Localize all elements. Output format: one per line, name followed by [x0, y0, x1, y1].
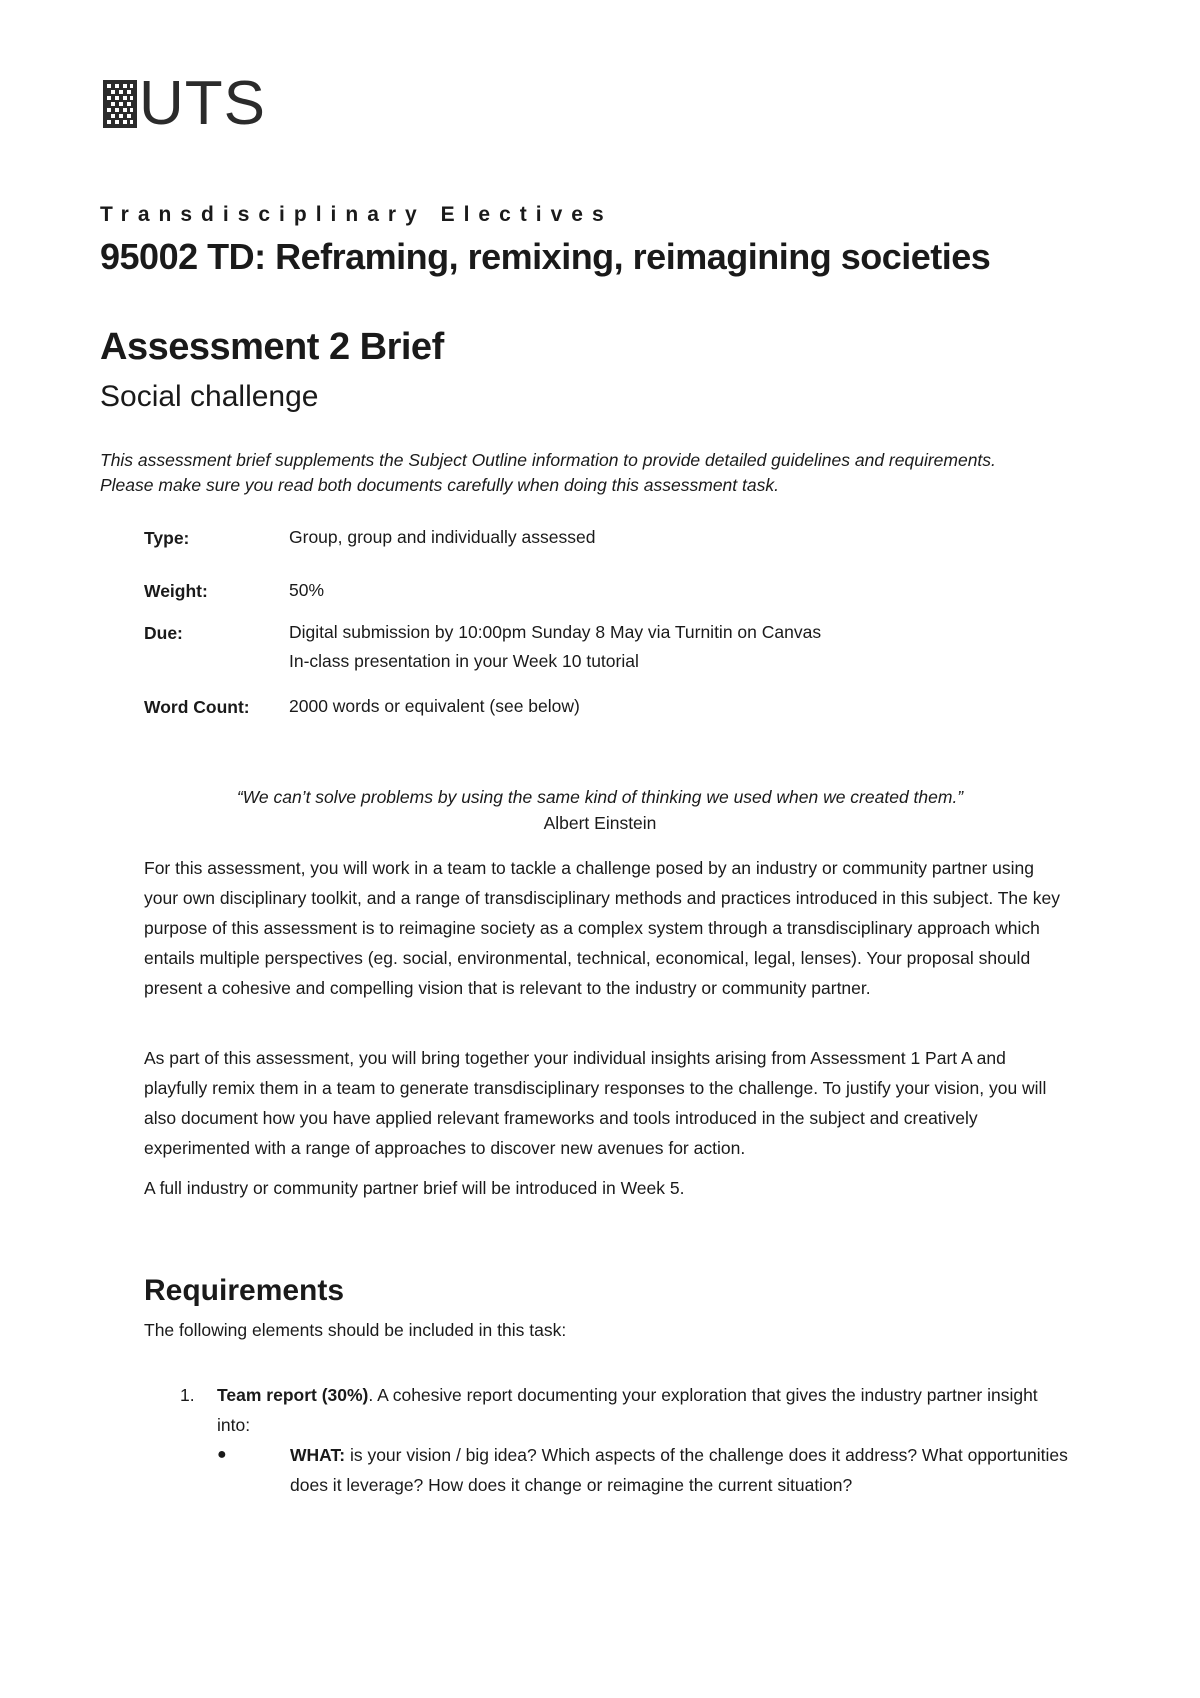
uts-logo	[103, 69, 266, 138]
uts-wordmark: UTS	[139, 69, 266, 138]
assessment-heading: Assessment 2 Brief	[100, 326, 444, 368]
intro-note: This assessment brief supplements the Subject Outline information to provide detailed guidelines and requirements. Please make sure you read both documents carefully when doing this assessment task.	[100, 450, 996, 495]
body-paragraph-3: A full industry or community partner brief will be introduced in Week 5.	[144, 1178, 685, 1198]
due-line-submission: Digital submission by 10:00pm Sunday 8 May via Turnitin on Canvas	[289, 622, 822, 642]
list-item-number: 1.	[180, 1385, 195, 1405]
wordcount-value: 2000 words or equivalent (see below)	[289, 696, 580, 716]
list-item-bold: Team report (30%)	[217, 1385, 369, 1405]
type-value: Group, group and individually assessed	[289, 527, 596, 547]
quote-author: Albert Einstein	[543, 813, 657, 833]
requirements-heading: Requirements	[144, 1274, 345, 1307]
wordcount-label: Word Count:	[144, 697, 250, 717]
einstein-quote	[0, 784, 1200, 836]
due-value	[289, 618, 821, 676]
requirements-intro: The following elements should be included in this task:	[144, 1320, 567, 1340]
subject-title: 95002 TD: Reframing, remixing, reimagining societies	[100, 236, 991, 277]
type-label: Type:	[144, 528, 190, 548]
sub-list-item-text: is your vision / big idea? Which aspects of the challenge does it address? What opportunities does it leverage? How does it change or reimagine the current situation?	[290, 1445, 1068, 1495]
weight-label: Weight:	[144, 581, 208, 601]
due-line-presentation: In-class presentation in your Week 10 tutorial	[289, 651, 639, 671]
list-item-text: . A cohesive report documenting your exploration that gives the industry partner insight into:	[217, 1385, 1038, 1435]
eyebrow-label: Transdisciplinary Electives	[100, 203, 613, 226]
sub-list-item-content	[290, 1440, 1070, 1500]
quote-text: “We can’t solve problems by using the same kind of thinking we used when we created them.”	[236, 787, 964, 807]
weight-value: 50%	[289, 580, 325, 600]
body-paragraph-1: For this assessment, you will work in a team to tackle a challenge posed by an industry or community partner using your own disciplinary toolkit, and a range of transdisciplinary methods and practices introduced in this subject. The key purpose of this assessment is to reimagine society as a complex system through a transdisciplinary approach which entails multiple perspectives (eg. social, environmental, technical, economical, legal, lenses). Your proposal should present a cohesive and compelling vision that is relevant to the industry or community partner.	[144, 858, 1060, 998]
sub-list-item-bold: WHAT:	[290, 1445, 346, 1465]
due-label: Due:	[144, 623, 183, 643]
bullet-icon: ●	[217, 1446, 227, 1463]
list-item	[217, 1380, 1057, 1440]
uts-crest-icon	[103, 76, 137, 132]
body-paragraph-2: As part of this assessment, you will bring together your individual insights arising from Assessment 1 Part A and playfully remix them in a team to generate transdisciplinary responses to the challenge. To justify your vision, you will also document how you have applied relevant frameworks and tools introduced in the subject and creatively experimented with a range of approaches to discover new avenues for action.	[144, 1048, 1047, 1158]
assessment-subtitle: Social challenge	[100, 380, 319, 413]
